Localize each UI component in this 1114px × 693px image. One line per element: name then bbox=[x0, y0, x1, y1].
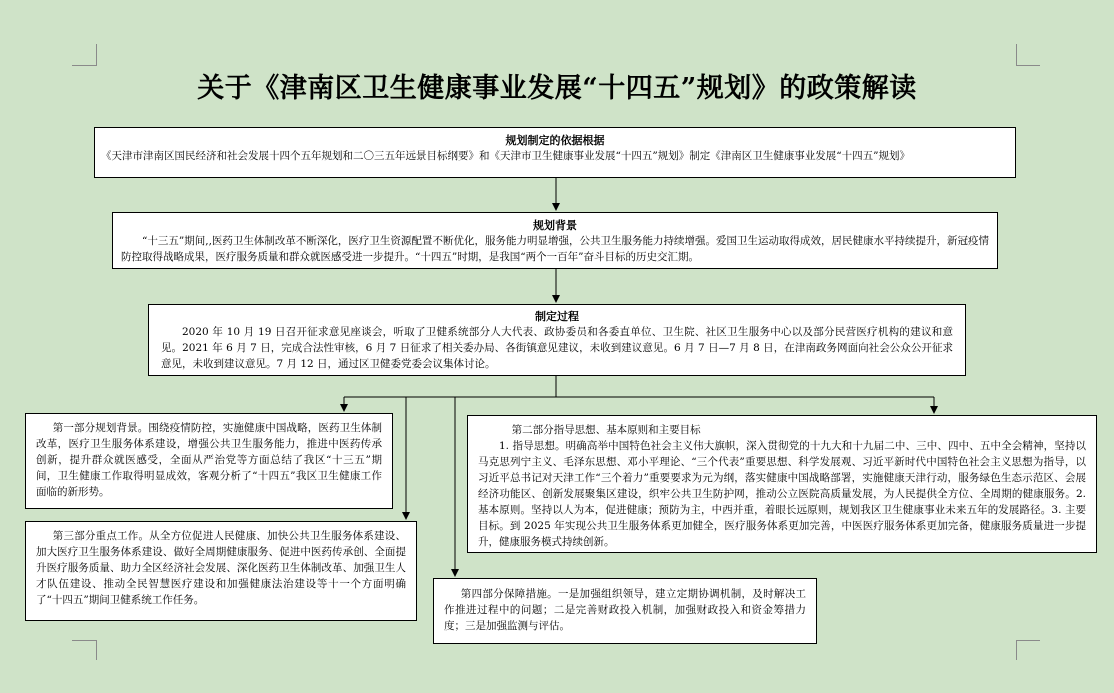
part3-body: 第三部分重点工作。从全方位促进人民健康、加快公共卫生服务体系建设、加大医疗卫生服务体系建设、做好全周期健康服务、促进中医药传承创、全面提升医疗服务质量、助力全区经济社会发展、深化医药卫生体制改革、加强卫生人才队伍建设、推动全民智慧医疗建设和加强健康法治建设等十一个方面明确了“十四五”期间卫健系统工作任务。 bbox=[36, 530, 406, 606]
basis-heading: 规划制定的依据根据 bbox=[505, 134, 605, 147]
basis-box bbox=[94, 127, 1016, 178]
part1-body: 第一部分规划背景。围绕疫情防控，实施健康中国战略，医药卫生体制改革，医疗卫生服务体系建设，增强公共卫生服务能力，推进中医药传承创新，提升群众就医感受，全面从严治党等方面总结了我区“十三五”期间，卫生健康工作取得明显成效，客观分析了“十四五”我区卫生健康工作面临的新形势。 bbox=[36, 422, 382, 498]
process-heading: 制定过程 bbox=[535, 310, 579, 323]
part2-heading: 第二部分指导思想、基本原则和主要目标 bbox=[511, 424, 701, 436]
background-heading: 规划背景 bbox=[533, 219, 577, 232]
part1-box bbox=[25, 413, 393, 509]
part4-body: 第四部分保障措施。一是加强组织领导，建立定期协调机制，及时解决工作推进过程中的问题；二是完善财政投入机制，加强财政投入和资金筹措力度；三是加强监测与评估。 bbox=[444, 588, 806, 632]
part3-box bbox=[25, 521, 417, 621]
process-box bbox=[148, 304, 966, 376]
background-box bbox=[112, 212, 998, 269]
background-body: “十三五”期间,,医药卫生体制改革不断深化，医疗卫生资源配置不断优化，服务能力明显增强，公共卫生服务能力持续增强。爱国卫生运动取得成效，居民健康水平持续提升，新冠疫情防控取得战略成果，医疗服务质量和群众就医感受进一步提升。“十四五”时期，是我国“两个一百年”奋斗目标的历史交汇期。 bbox=[121, 235, 989, 263]
process-body: 2020 年 10 月 19 日召开征求意见座谈会，听取了卫健系统部分人大代表、政协委员和各委直单位、卫生院、社区卫生服务中心以及部分民营医疗机构的建议和意见。2021 年 6 月 7 日，完成合法性审核，6 月 7 日征求了相关委办局、各街镇意见建议，未收到建议意见。6 月 7 日—7 月 8 日，在津南政务网面向社会公众公开征求意见，未收到建议意见。7 月 12 日，通过区卫健委党委会议集体讨论。 bbox=[161, 326, 953, 370]
basis-body: 《天津市津南区国民经济和社会发展十四个五年规划和二〇三五年远景目标纲要》和《天津市卫生健康事业发展“十四五”规划》制定《津南区卫生健康事业发展“十四五”规划》 bbox=[101, 150, 910, 162]
part2-box bbox=[467, 415, 1097, 553]
part2-body: 1. 指导思想。明确高举中国特色社会主义伟大旗帜，深入贯彻党的十九大和十九届二中、三中、四中、五中全会精神，坚持以马克思列宁主义、毛泽东思想、邓小平理论、“三个代表”重要思想、科学发展观、习近平新时代中国特色社会主义思想为指导，以习近平总书记对天津工作“三个着力”重要要求为元为纲，落实健康中国战略部署，实施健康天津行动，服务绿色生态示范区、会展经济功能区、创新发展聚集区建设，织牢公共卫生防护网，推动公立医院高质量发展，为人民提供全方位、全周期的健康服务。2. 基本原则。坚持以人为本，促进健康；预防为主，中西并重，着眼长远原则，规划我区卫生健康事业未来五年的发展路径。3. 主要目标。到 2025 年实现公共卫生服务体系更加健全，医疗服务体系更加完善，中医医疗服务体系更加完备，健康服务质量进一步提升，健康服务模式持续创新。 bbox=[478, 440, 1086, 548]
page-title: 关于《津南区卫生健康事业发展“十四五”规划》的政策解读 bbox=[197, 73, 917, 104]
part4-box bbox=[433, 578, 817, 644]
